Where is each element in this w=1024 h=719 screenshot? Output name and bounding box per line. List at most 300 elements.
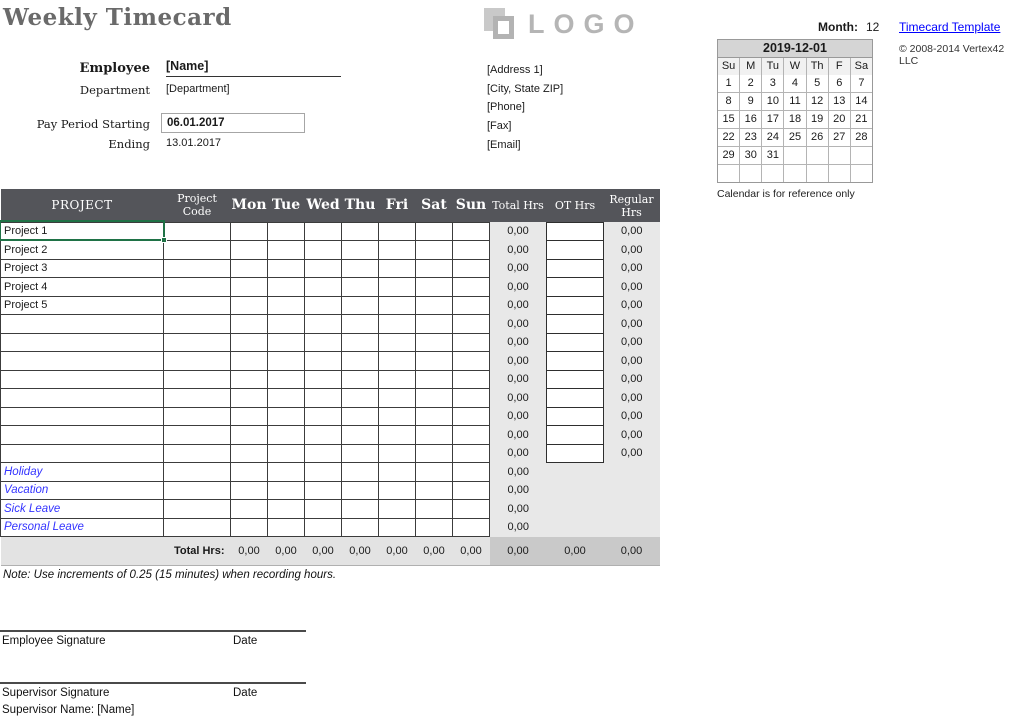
calendar-day-cell: 29 bbox=[718, 147, 739, 164]
day-hours-cell[interactable] bbox=[453, 407, 490, 426]
calendar-day-cell: 15 bbox=[718, 111, 739, 128]
day-hours-cell[interactable] bbox=[379, 259, 416, 278]
day-hours-cell[interactable] bbox=[305, 259, 342, 278]
project-code-cell[interactable] bbox=[164, 444, 231, 463]
table-row bbox=[1, 315, 660, 334]
day-hours-cell[interactable] bbox=[305, 296, 342, 315]
blank-cell bbox=[547, 500, 604, 519]
day-hours-cell[interactable] bbox=[268, 241, 305, 260]
project-name-cell[interactable] bbox=[1, 352, 164, 371]
calendar-day-cell bbox=[851, 147, 872, 164]
day-hours-cell[interactable] bbox=[268, 370, 305, 389]
day-hours-cell[interactable] bbox=[305, 444, 342, 463]
calendar-day-cell: 17 bbox=[762, 111, 783, 128]
table-row bbox=[1, 259, 660, 278]
calendar-day-cell: 2 bbox=[740, 75, 761, 92]
day-hours-cell[interactable] bbox=[379, 407, 416, 426]
day-hours-cell[interactable] bbox=[342, 407, 379, 426]
calendar-weekday-row bbox=[717, 57, 873, 75]
project-code-cell[interactable] bbox=[164, 426, 231, 445]
blank-cell bbox=[547, 518, 604, 537]
day-hours-cell[interactable] bbox=[453, 315, 490, 334]
regular-hrs-cell: 0,00 bbox=[604, 278, 660, 297]
ot-hrs-cell[interactable] bbox=[547, 296, 604, 315]
project-name-cell[interactable] bbox=[1, 370, 164, 389]
day-hours-cell[interactable] bbox=[379, 315, 416, 334]
day-hours-cell[interactable] bbox=[305, 370, 342, 389]
address-fax[interactable]: [Fax] bbox=[487, 120, 512, 133]
day-total-cell: 0,00 bbox=[453, 537, 490, 566]
regular-hrs-cell: 0,00 bbox=[604, 222, 660, 241]
ot-hrs-cell[interactable] bbox=[547, 278, 604, 297]
project-code-cell[interactable] bbox=[164, 259, 231, 278]
regular-hrs-cell: 0,00 bbox=[604, 444, 660, 463]
day-hours-cell[interactable] bbox=[379, 463, 416, 482]
project-code-cell[interactable] bbox=[164, 296, 231, 315]
day-hours-cell[interactable] bbox=[268, 518, 305, 537]
day-hours-cell[interactable] bbox=[379, 389, 416, 408]
calendar-day-cell: 11 bbox=[784, 93, 805, 110]
day-hours-cell[interactable] bbox=[416, 500, 453, 519]
supervisor-signature-label: Supervisor Signature bbox=[2, 687, 110, 699]
day-hours-cell[interactable] bbox=[231, 352, 268, 371]
day-hours-cell[interactable] bbox=[231, 259, 268, 278]
ot-hrs-cell[interactable] bbox=[547, 315, 604, 334]
project-code-column-header: Project Code bbox=[164, 189, 231, 222]
ot-hrs-cell[interactable] bbox=[547, 222, 604, 241]
day-hours-cell[interactable] bbox=[379, 444, 416, 463]
calendar-day-cell: 24 bbox=[762, 129, 783, 146]
day-hours-cell[interactable] bbox=[453, 500, 490, 519]
supervisor-signature-line bbox=[0, 682, 306, 684]
regular-hrs-cell: 0,00 bbox=[604, 352, 660, 371]
table-row bbox=[1, 407, 660, 426]
total-hrs-cell: 0,00 bbox=[490, 407, 547, 426]
regular-hrs-cell: 0,00 bbox=[604, 259, 660, 278]
calendar-day-cell: 5 bbox=[807, 75, 828, 92]
day-hours-cell[interactable] bbox=[379, 500, 416, 519]
project-code-cell[interactable] bbox=[164, 222, 231, 241]
project-name-cell[interactable]: Project 1 bbox=[1, 222, 164, 241]
total-hrs-cell: 0,00 bbox=[490, 481, 547, 500]
table-row bbox=[1, 352, 660, 371]
day-hours-cell[interactable] bbox=[342, 241, 379, 260]
day-hours-cell[interactable] bbox=[453, 389, 490, 408]
calendar-day-cell: 30 bbox=[740, 147, 761, 164]
calendar-caption: Calendar is for reference only bbox=[717, 188, 855, 200]
day-hours-cell[interactable] bbox=[453, 444, 490, 463]
calendar-day-cell: 9 bbox=[740, 93, 761, 110]
grand-total-hrs-cell: 0,00 bbox=[490, 537, 547, 566]
day-hours-cell[interactable] bbox=[305, 518, 342, 537]
calendar-day-cell: 7 bbox=[851, 75, 872, 92]
project-name-cell[interactable] bbox=[1, 333, 164, 352]
total-hrs-cell: 0,00 bbox=[490, 296, 547, 315]
day-hours-cell[interactable] bbox=[416, 370, 453, 389]
day-hours-cell[interactable] bbox=[231, 333, 268, 352]
day-hours-cell[interactable] bbox=[231, 241, 268, 260]
regular-hrs-cell: 0,00 bbox=[604, 407, 660, 426]
day-hours-cell[interactable] bbox=[305, 222, 342, 241]
project-code-cell[interactable] bbox=[164, 407, 231, 426]
day-hours-cell[interactable] bbox=[268, 426, 305, 445]
day-hours-cell[interactable] bbox=[416, 463, 453, 482]
leave-row bbox=[1, 500, 660, 519]
ot-hrs-cell[interactable] bbox=[547, 370, 604, 389]
day-total-cell: 0,00 bbox=[305, 537, 342, 566]
project-name-cell[interactable]: Project 3 bbox=[1, 259, 164, 278]
day-hours-cell[interactable] bbox=[379, 426, 416, 445]
project-code-cell[interactable] bbox=[164, 278, 231, 297]
day-hours-cell[interactable] bbox=[416, 407, 453, 426]
day-hours-cell[interactable] bbox=[379, 241, 416, 260]
project-code-cell[interactable] bbox=[164, 315, 231, 334]
day-hours-cell[interactable] bbox=[305, 278, 342, 297]
table-row bbox=[1, 426, 660, 445]
total-hrs-cell: 0,00 bbox=[490, 389, 547, 408]
pay-period-starting-label: Pay Period Starting bbox=[36, 117, 150, 131]
table-header-row bbox=[1, 189, 660, 222]
day-hours-cell[interactable] bbox=[231, 444, 268, 463]
day-hours-cell[interactable] bbox=[268, 259, 305, 278]
calendar-weekday: Sa bbox=[851, 58, 872, 75]
day-hours-cell[interactable] bbox=[416, 352, 453, 371]
day-hours-cell[interactable] bbox=[453, 352, 490, 371]
day-hours-cell[interactable] bbox=[342, 389, 379, 408]
day-hours-cell[interactable] bbox=[305, 389, 342, 408]
day-hours-cell[interactable] bbox=[231, 500, 268, 519]
timecard-template-link[interactable]: Timecard Template bbox=[899, 20, 1001, 34]
calendar-weekday: F bbox=[829, 58, 850, 75]
project-code-cell[interactable] bbox=[164, 352, 231, 371]
address-line1[interactable]: [Address 1] bbox=[487, 64, 543, 76]
day-hours-cell[interactable] bbox=[268, 296, 305, 315]
total-hrs-cell: 0,00 bbox=[490, 463, 547, 482]
day-hours-cell[interactable] bbox=[268, 278, 305, 297]
copyright-text: © 2008-2014 Vertex42 LLC bbox=[899, 43, 1005, 67]
calendar-day-cell bbox=[807, 147, 828, 164]
ot-hrs-cell[interactable] bbox=[547, 352, 604, 371]
day-hours-cell[interactable] bbox=[268, 481, 305, 500]
ot-hrs-cell[interactable] bbox=[547, 426, 604, 445]
month-value-cell[interactable]: 12 bbox=[866, 20, 880, 34]
ot-hrs-cell[interactable] bbox=[547, 259, 604, 278]
calendar-days-grid bbox=[717, 75, 873, 183]
day-hours-cell[interactable] bbox=[379, 222, 416, 241]
project-code-cell[interactable] bbox=[164, 500, 231, 519]
day-hours-cell[interactable] bbox=[453, 222, 490, 241]
blank-cell bbox=[604, 518, 660, 537]
table-row bbox=[1, 241, 660, 260]
calendar-day-cell: 16 bbox=[740, 111, 761, 128]
day-hours-cell[interactable] bbox=[231, 389, 268, 408]
day-hours-cell[interactable] bbox=[231, 296, 268, 315]
calendar-day-cell: 21 bbox=[851, 111, 872, 128]
ot-hrs-cell[interactable] bbox=[547, 444, 604, 463]
calendar-day-cell bbox=[829, 165, 850, 182]
calendar-day-cell: 10 bbox=[762, 93, 783, 110]
calendar-day-cell: 14 bbox=[851, 93, 872, 110]
day-hours-cell[interactable] bbox=[305, 463, 342, 482]
day-hours-cell[interactable] bbox=[231, 370, 268, 389]
timecard-table bbox=[0, 189, 660, 566]
day-hours-cell[interactable] bbox=[268, 222, 305, 241]
day-hours-cell[interactable] bbox=[453, 296, 490, 315]
day-hours-cell[interactable] bbox=[416, 278, 453, 297]
ot-hrs-cell[interactable] bbox=[547, 389, 604, 408]
total-hrs-cell: 0,00 bbox=[490, 518, 547, 537]
project-name-cell[interactable]: Project 5 bbox=[1, 296, 164, 315]
day-hours-cell[interactable] bbox=[305, 500, 342, 519]
day-hours-cell[interactable] bbox=[416, 259, 453, 278]
calendar-weekday: Su bbox=[718, 58, 739, 75]
day-hours-cell[interactable] bbox=[416, 518, 453, 537]
project-name-cell[interactable] bbox=[1, 315, 164, 334]
department-label: Department bbox=[79, 83, 150, 97]
month-label: Month: bbox=[818, 20, 858, 34]
day-hours-cell[interactable] bbox=[231, 315, 268, 334]
ot-hrs-cell[interactable] bbox=[547, 333, 604, 352]
project-code-cell[interactable] bbox=[164, 481, 231, 500]
day-hours-cell[interactable] bbox=[342, 315, 379, 334]
day-hours-cell[interactable] bbox=[416, 481, 453, 500]
employee-name-field[interactable]: [Name] bbox=[166, 59, 341, 77]
total-hrs-row-label: Total Hrs: bbox=[1, 537, 231, 566]
day-hours-cell[interactable] bbox=[268, 352, 305, 371]
project-code-cell[interactable] bbox=[164, 518, 231, 537]
day-hours-cell[interactable] bbox=[342, 222, 379, 241]
project-name-cell[interactable]: Project 2 bbox=[1, 241, 164, 260]
day-hours-cell[interactable] bbox=[453, 333, 490, 352]
day-hours-cell[interactable] bbox=[268, 444, 305, 463]
day-hours-cell[interactable] bbox=[416, 333, 453, 352]
calendar-day-cell: 6 bbox=[829, 75, 850, 92]
project-name-cell[interactable] bbox=[1, 426, 164, 445]
calendar-title: 2019-12-01 bbox=[717, 39, 873, 57]
calendar-weekday: M bbox=[740, 58, 761, 75]
total-hrs-cell: 0,00 bbox=[490, 315, 547, 334]
leave-row bbox=[1, 518, 660, 537]
calendar-day-cell bbox=[851, 165, 872, 182]
timecard-table-wrap bbox=[0, 189, 659, 566]
day-hours-cell[interactable] bbox=[342, 426, 379, 445]
calendar-day-cell bbox=[807, 165, 828, 182]
project-code-cell[interactable] bbox=[164, 389, 231, 408]
day-hours-cell[interactable] bbox=[416, 296, 453, 315]
ending-label: Ending bbox=[108, 137, 150, 151]
day-hours-cell[interactable] bbox=[268, 315, 305, 334]
ot-hrs-cell[interactable] bbox=[547, 241, 604, 260]
day-hours-cell[interactable] bbox=[231, 481, 268, 500]
day-hours-cell[interactable] bbox=[268, 500, 305, 519]
total-hrs-cell: 0,00 bbox=[490, 352, 547, 371]
day-hours-cell[interactable] bbox=[453, 241, 490, 260]
day-hours-cell[interactable] bbox=[231, 222, 268, 241]
calendar-day-cell bbox=[829, 147, 850, 164]
calendar-day-cell: 18 bbox=[784, 111, 805, 128]
total-hrs-cell: 0,00 bbox=[490, 222, 547, 241]
day-hours-cell[interactable] bbox=[305, 426, 342, 445]
day-hours-cell[interactable] bbox=[453, 481, 490, 500]
supervisor-date-label: Date bbox=[233, 687, 258, 699]
day-hours-cell[interactable] bbox=[416, 426, 453, 445]
day-hours-cell[interactable] bbox=[379, 333, 416, 352]
total-hrs-cell: 0,00 bbox=[490, 500, 547, 519]
grand-regular-hrs-cell: 0,00 bbox=[604, 537, 660, 566]
leave-type-cell[interactable]: Personal Leave bbox=[1, 518, 164, 537]
regular-hrs-column-header: Regular Hrs bbox=[604, 189, 660, 222]
calendar-day-cell: 19 bbox=[807, 111, 828, 128]
day-hours-cell[interactable] bbox=[231, 518, 268, 537]
day-hours-cell[interactable] bbox=[342, 278, 379, 297]
day-hours-cell[interactable] bbox=[342, 500, 379, 519]
employee-signature-label: Employee Signature bbox=[2, 635, 106, 647]
department-field[interactable]: [Department] bbox=[166, 83, 230, 95]
page-title: Weekly Timecard bbox=[3, 4, 232, 31]
regular-hrs-cell: 0,00 bbox=[604, 241, 660, 260]
day-hours-cell[interactable] bbox=[342, 259, 379, 278]
total-hrs-cell: 0,00 bbox=[490, 370, 547, 389]
leave-type-cell[interactable]: Holiday bbox=[1, 463, 164, 482]
day-hours-cell[interactable] bbox=[231, 463, 268, 482]
table-row bbox=[1, 333, 660, 352]
day-hours-cell[interactable] bbox=[342, 370, 379, 389]
day-hours-cell[interactable] bbox=[268, 407, 305, 426]
calendar-day-cell: 13 bbox=[829, 93, 850, 110]
calendar-day-cell: 31 bbox=[762, 147, 783, 164]
company-address-block bbox=[487, 61, 563, 155]
leave-type-cell[interactable]: Vacation bbox=[1, 481, 164, 500]
day-column-header: Thu bbox=[342, 189, 379, 222]
table-row bbox=[1, 389, 660, 408]
calendar-day-cell: 26 bbox=[807, 129, 828, 146]
regular-hrs-cell: 0,00 bbox=[604, 426, 660, 445]
supervisor-name-text: Supervisor Name: [Name] bbox=[2, 704, 135, 716]
calendar-weekday: Tu bbox=[762, 58, 783, 75]
project-name-cell[interactable] bbox=[1, 444, 164, 463]
day-hours-cell[interactable] bbox=[453, 463, 490, 482]
day-hours-cell[interactable] bbox=[416, 241, 453, 260]
blank-cell bbox=[604, 481, 660, 500]
calendar-day-cell bbox=[740, 165, 761, 182]
address-email[interactable]: [Email] bbox=[487, 138, 521, 151]
day-column-header: Sun bbox=[453, 189, 490, 222]
total-hrs-cell: 0,00 bbox=[490, 241, 547, 260]
day-hours-cell[interactable] bbox=[231, 407, 268, 426]
calendar-day-cell: 22 bbox=[718, 129, 739, 146]
day-hours-cell[interactable] bbox=[342, 481, 379, 500]
day-hours-cell[interactable] bbox=[453, 259, 490, 278]
project-code-cell[interactable] bbox=[164, 370, 231, 389]
project-name-cell[interactable] bbox=[1, 407, 164, 426]
day-total-cell: 0,00 bbox=[342, 537, 379, 566]
day-hours-cell[interactable] bbox=[305, 241, 342, 260]
day-hours-cell[interactable] bbox=[379, 296, 416, 315]
project-name-cell[interactable] bbox=[1, 389, 164, 408]
day-hours-cell[interactable] bbox=[231, 278, 268, 297]
day-hours-cell[interactable] bbox=[416, 315, 453, 334]
day-hours-cell[interactable] bbox=[305, 333, 342, 352]
day-hours-cell[interactable] bbox=[416, 444, 453, 463]
logo bbox=[484, 6, 644, 42]
day-hours-cell[interactable] bbox=[305, 481, 342, 500]
day-hours-cell[interactable] bbox=[416, 222, 453, 241]
day-hours-cell[interactable] bbox=[268, 463, 305, 482]
address-city[interactable]: [City, State ZIP] bbox=[487, 82, 564, 95]
day-hours-cell[interactable] bbox=[231, 426, 268, 445]
day-column-header: Wed bbox=[305, 189, 342, 222]
pay-period-end-value: 13.01.2017 bbox=[166, 137, 222, 149]
total-hrs-cell: 0,00 bbox=[490, 426, 547, 445]
day-hours-cell[interactable] bbox=[305, 315, 342, 334]
address-phone[interactable]: [Phone] bbox=[487, 101, 525, 114]
project-code-cell[interactable] bbox=[164, 463, 231, 482]
logo-text: LOGO bbox=[528, 8, 644, 39]
blank-cell bbox=[547, 463, 604, 482]
project-code-cell[interactable] bbox=[164, 241, 231, 260]
day-hours-cell[interactable] bbox=[268, 333, 305, 352]
day-hours-cell[interactable] bbox=[305, 407, 342, 426]
ot-hrs-column-header: OT Hrs bbox=[547, 189, 604, 222]
calendar-day-cell: 25 bbox=[784, 129, 805, 146]
calendar-day-cell bbox=[784, 147, 805, 164]
day-hours-cell[interactable] bbox=[342, 333, 379, 352]
day-hours-cell[interactable] bbox=[453, 426, 490, 445]
day-hours-cell[interactable] bbox=[342, 444, 379, 463]
calendar-day-cell: 8 bbox=[718, 93, 739, 110]
project-name-cell[interactable]: Project 4 bbox=[1, 278, 164, 297]
day-column-header: Mon bbox=[231, 189, 268, 222]
calendar-day-cell: 1 bbox=[718, 75, 739, 92]
day-hours-cell[interactable] bbox=[342, 463, 379, 482]
calendar-day-cell: 3 bbox=[762, 75, 783, 92]
pay-period-start-field[interactable]: 06.01.2017 bbox=[161, 113, 305, 133]
day-hours-cell[interactable] bbox=[416, 389, 453, 408]
ot-hrs-cell[interactable] bbox=[547, 407, 604, 426]
total-hrs-column-header: Total Hrs bbox=[490, 189, 547, 222]
regular-hrs-cell: 0,00 bbox=[604, 370, 660, 389]
table-row bbox=[1, 222, 660, 241]
table-row bbox=[1, 370, 660, 389]
day-hours-cell[interactable] bbox=[342, 296, 379, 315]
day-hours-cell[interactable] bbox=[453, 518, 490, 537]
table-row bbox=[1, 296, 660, 315]
calendar-day-cell: 12 bbox=[807, 93, 828, 110]
day-hours-cell[interactable] bbox=[379, 278, 416, 297]
day-hours-cell[interactable] bbox=[342, 518, 379, 537]
day-column-header: Sat bbox=[416, 189, 453, 222]
day-hours-cell[interactable] bbox=[305, 352, 342, 371]
day-hours-cell[interactable] bbox=[342, 352, 379, 371]
day-hours-cell[interactable] bbox=[379, 370, 416, 389]
calendar-weekday: W bbox=[784, 58, 805, 75]
day-hours-cell[interactable] bbox=[453, 278, 490, 297]
leave-type-cell[interactable]: Sick Leave bbox=[1, 500, 164, 519]
day-hours-cell[interactable] bbox=[379, 481, 416, 500]
project-code-cell[interactable] bbox=[164, 333, 231, 352]
regular-hrs-cell: 0,00 bbox=[604, 296, 660, 315]
blank-cell bbox=[604, 500, 660, 519]
day-hours-cell[interactable] bbox=[453, 370, 490, 389]
calendar-day-cell: 4 bbox=[784, 75, 805, 92]
day-hours-cell[interactable] bbox=[268, 389, 305, 408]
day-hours-cell[interactable] bbox=[379, 518, 416, 537]
regular-hrs-cell: 0,00 bbox=[604, 315, 660, 334]
total-hrs-cell: 0,00 bbox=[490, 333, 547, 352]
total-hrs-cell: 0,00 bbox=[490, 278, 547, 297]
day-hours-cell[interactable] bbox=[379, 352, 416, 371]
day-column-header: Tue bbox=[268, 189, 305, 222]
